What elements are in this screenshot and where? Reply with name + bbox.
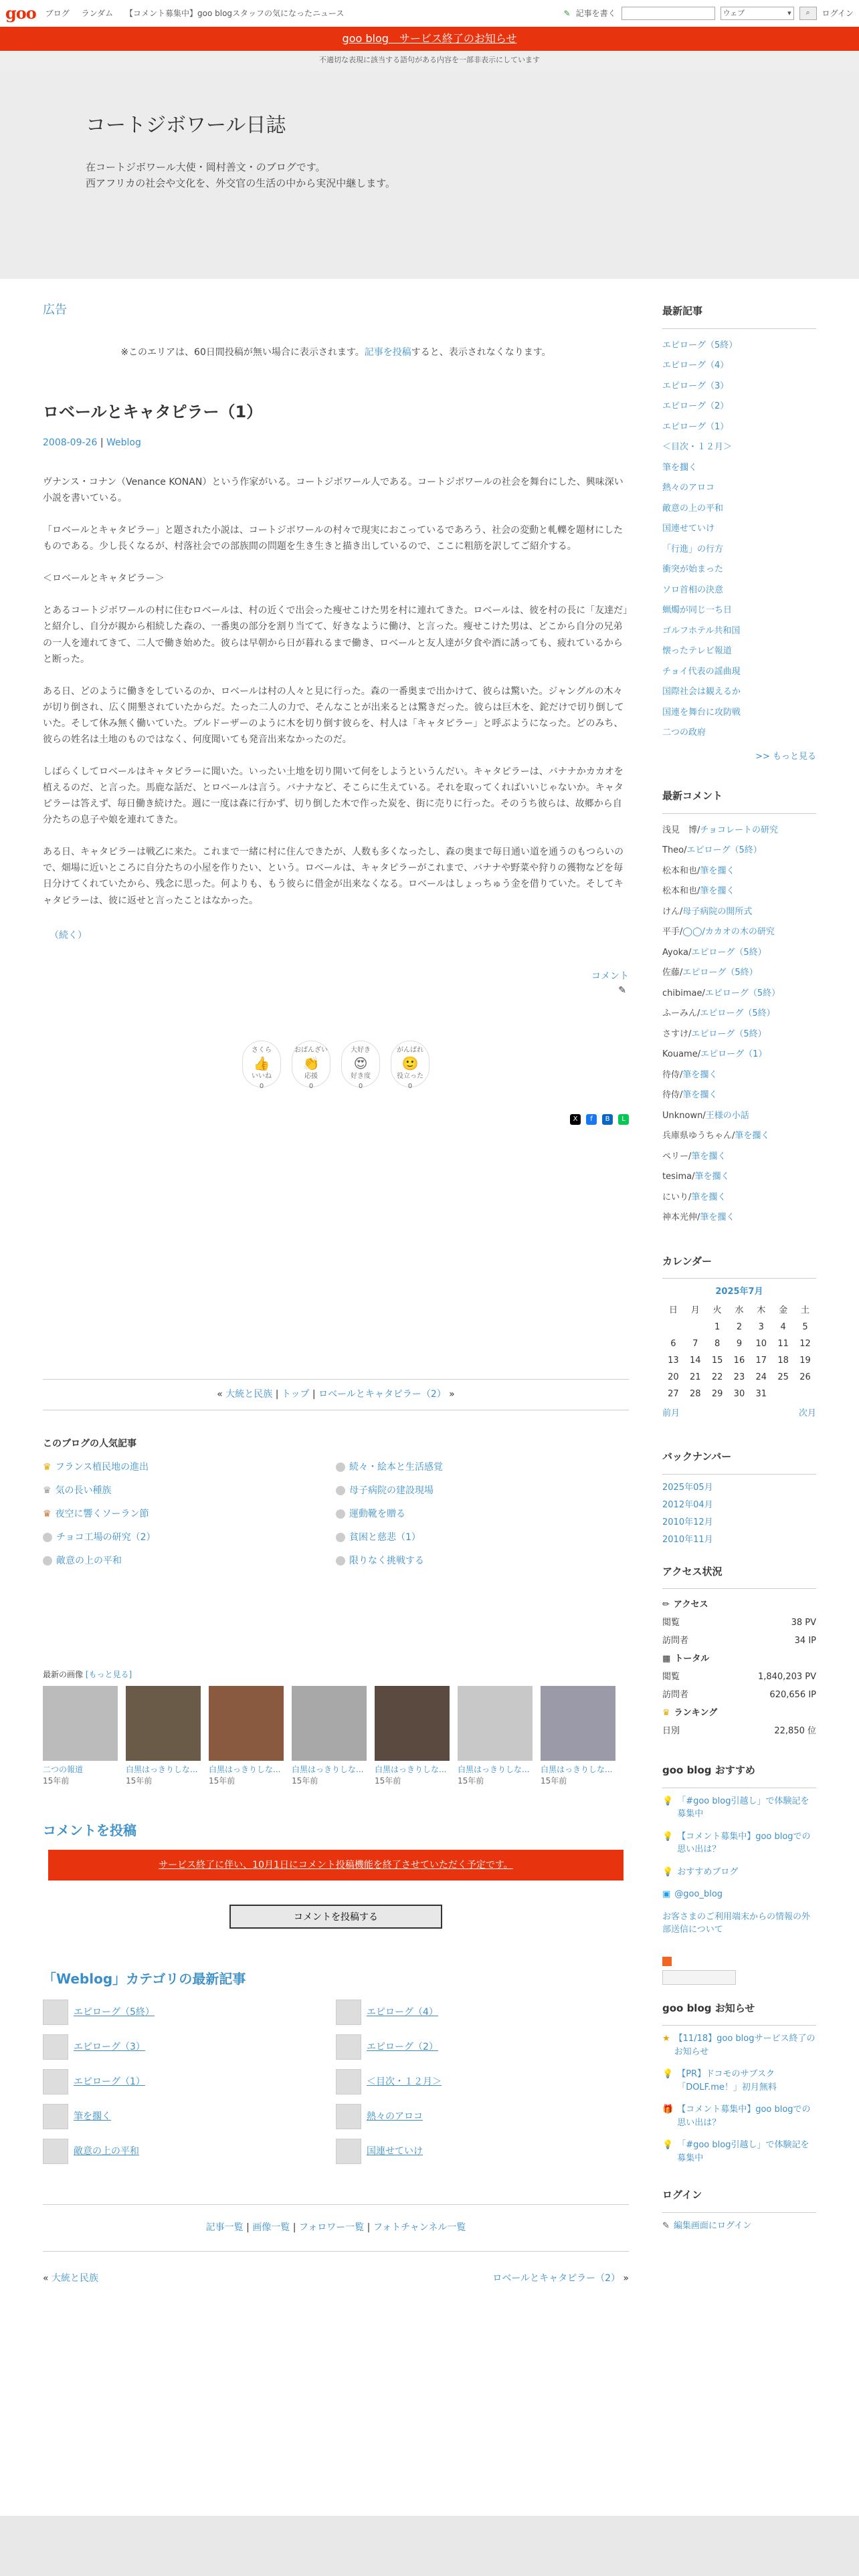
- category-item[interactable]: エピローグ（2）: [367, 2041, 438, 2052]
- post-date[interactable]: 2008-09-26: [43, 437, 98, 448]
- article-thumb-icon[interactable]: [43, 2104, 68, 2129]
- recent-item[interactable]: 敵意の上の平和: [662, 503, 724, 514]
- comment-item: Theo/エピローグ（5終）: [662, 845, 762, 855]
- latest-images: [43, 1669, 629, 1788]
- calendar: 2025年7月 日 月 火 水 木 金 土 1 2 3 4 5 6 7 8 9 10 11 12 13 14 15 16 17 18 19 20 21 22 23 24 25 26 27 28 29 30 31 前月 次月: [662, 1285, 816, 1420]
- recent-item[interactable]: チョイ代表の謡曲現: [662, 666, 741, 677]
- ad-heading: 広告: [43, 303, 67, 317]
- category-item[interactable]: ＜目次・１２月＞: [367, 2076, 442, 2087]
- image-thumb[interactable]: 白黒はっきりしな... 15年前: [541, 1686, 615, 1788]
- reaction-helpful-button[interactable]: がんばれ 🙂 役立った 0: [391, 1041, 430, 1087]
- gift-icon: 🎁: [662, 2105, 674, 2115]
- comments-heading: 最新コメント: [662, 779, 816, 814]
- image-thumb[interactable]: 二つの報道 15年前: [43, 1686, 118, 1788]
- image-thumb[interactable]: 白黒はっきりしな... 15年前: [126, 1686, 201, 1788]
- popular-item[interactable]: 気の長い種族: [55, 1485, 112, 1496]
- recent-item[interactable]: ＜目次・１２月＞: [662, 442, 733, 452]
- thumb-image[interactable]: [375, 1686, 450, 1761]
- recent-more-link[interactable]: >> もっと見る: [755, 751, 816, 762]
- prev-post-link[interactable]: 大統と民族: [225, 1388, 273, 1400]
- backnumber-item[interactable]: 2010年12月: [662, 1517, 713, 1527]
- comment-item: さすけ/エピローグ（5終）: [662, 1029, 767, 1039]
- search-input[interactable]: [622, 7, 715, 20]
- heart-eyes-icon: 😍: [353, 1055, 368, 1071]
- chart-icon: ▦: [662, 1653, 671, 1664]
- prev-article-link[interactable]: 大統と民族: [52, 2273, 99, 2284]
- thumb-image[interactable]: [458, 1686, 533, 1761]
- blog-desc-2: 西アフリカの社会や文化を、外交官の生活の中から実況中継します。: [86, 177, 396, 189]
- next-article-link[interactable]: ロベールとキャタピラー（2）: [492, 2273, 620, 2284]
- popular-item[interactable]: 続々・絵本と生活感覚: [349, 1461, 443, 1473]
- recent-item[interactable]: ゴルフホテル共和国: [662, 625, 741, 636]
- recommend-item[interactable]: おすすめブログ: [677, 1866, 739, 1877]
- clap-icon: 👏: [302, 1055, 320, 1071]
- edit-icon: ✎: [662, 2220, 670, 2231]
- comment-item: けん/母子病院の開所式: [662, 906, 753, 917]
- next-post-link[interactable]: ロベールとキャタピラー（2）: [318, 1388, 446, 1400]
- popular-item[interactable]: 母子病院の建設現場: [349, 1485, 434, 1496]
- pen-icon: ✎: [563, 9, 571, 18]
- comment-list: [662, 821, 816, 1228]
- rank-dot-icon: [336, 1509, 345, 1519]
- search-icon: ⌕: [805, 8, 810, 17]
- recent-list: [662, 336, 816, 744]
- news-list: [662, 2032, 816, 2165]
- comment-item: 待侍/筆を擱く: [662, 1069, 718, 1080]
- backnumber-item[interactable]: 2010年11月: [662, 1534, 713, 1545]
- bulb-icon: 💡: [662, 1796, 674, 1806]
- post-paragraph: ＜ロベールとキャタピラー＞: [43, 573, 165, 584]
- access-stats: ✏ アクセス 閲覧 38 PV 訪問者 34 IP ▦ トータル 閲覧 1,840,203 PV 訪問者 620,656 IP ♛ ランキング 日別 22,850 位: [662, 1599, 816, 1736]
- bulb-icon: 💡: [662, 1831, 674, 1842]
- image-thumb[interactable]: 白黒はっきりしな... 15年前: [209, 1686, 284, 1788]
- filter-notice: 不適切な表現に該当する語句がある内容を一部非表示にしています: [0, 51, 859, 70]
- article-thumb-icon[interactable]: [43, 2139, 68, 2164]
- popular-item[interactable]: 夜空に響くソーラン節: [55, 1508, 149, 1519]
- image-thumb[interactable]: 白黒はっきりしな... 15年前: [375, 1686, 450, 1788]
- category-item[interactable]: 敵意の上の平和: [74, 2145, 139, 2157]
- x-share-icon[interactable]: X: [570, 1114, 581, 1125]
- post-title: ロベールとキャタピラー（1）: [43, 403, 263, 421]
- post-body: [43, 474, 629, 943]
- comment-item: Kouame/エピローグ（1）: [662, 1049, 767, 1059]
- rank-dot-icon: [43, 1556, 52, 1566]
- recent-item[interactable]: エピローグ（1）: [662, 421, 729, 432]
- recent-item[interactable]: エピローグ（2）: [662, 401, 729, 411]
- recent-item[interactable]: 「行進」の行方: [662, 544, 724, 554]
- main-column: [43, 294, 629, 2286]
- category-heading: 「Weblog」カテゴリの最新記事: [43, 1971, 246, 1988]
- category-item[interactable]: エピローグ（4）: [367, 2006, 438, 2018]
- comment-item: 松本和也/筆を擱く: [662, 886, 735, 896]
- login-link[interactable]: ログイン: [822, 9, 854, 18]
- smile-icon: 🙂: [401, 1055, 419, 1071]
- article-list-link[interactable]: 記事一覧: [205, 2222, 244, 2234]
- bulb-icon: 💡: [662, 2140, 674, 2150]
- thumb-image[interactable]: [209, 1686, 284, 1761]
- post-paragraph: 「ロベールとキャタピラー」と題された小説は、コートジボワールの村々で現実におこっているであろう、社会の変動と軋轢を題材にしたものである。少し長くなるが、村落社会での部族間の問題を生き生きと描き出しているので、ここに粗筋を訳してご紹介する。: [43, 525, 624, 552]
- post-meta: 2008-09-26 | Weblog: [43, 437, 141, 448]
- popular-item[interactable]: チョコ工場の研究（2）: [56, 1531, 156, 1543]
- popular-articles: [43, 1437, 629, 1568]
- comment-item: 松本和也/筆を擱く: [662, 865, 735, 876]
- reaction-cheer-button[interactable]: おばんざい 👏 応援 0: [292, 1041, 330, 1087]
- rank-dot-icon: [336, 1463, 345, 1472]
- recent-item[interactable]: 熱々のアロコ: [662, 483, 715, 493]
- service-end-banner[interactable]: [0, 27, 859, 51]
- thumb-image[interactable]: [126, 1686, 201, 1761]
- sidebar: [662, 294, 816, 2242]
- category-item[interactable]: エピローグ（5終）: [74, 2006, 155, 2018]
- continued-link[interactable]: （続く）: [50, 930, 87, 941]
- reaction-like-button[interactable]: さくら 👍 いいね 0: [242, 1041, 281, 1087]
- crown-gold-icon: ♛: [43, 1461, 52, 1473]
- recent-item[interactable]: 国際社会は観えるか: [662, 687, 741, 697]
- more-images-link[interactable]: [もっと見る]: [85, 1669, 132, 1679]
- prev-next-nav: « 大統と民族 ロベールとキャタピラー（2） »: [43, 2273, 629, 2284]
- rss-icon[interactable]: [662, 1957, 672, 1966]
- popular-item[interactable]: 限りなく挑戦する: [349, 1555, 424, 1566]
- image-list-link[interactable]: 画像一覧: [252, 2222, 290, 2234]
- latest-images-label: 最新の画像: [43, 1669, 84, 1679]
- recent-item[interactable]: エピローグ（3）: [662, 381, 729, 391]
- backnumber-heading: バックナンバー: [662, 1440, 816, 1475]
- calendar-month[interactable]: 2025年7月: [715, 1287, 763, 1297]
- login-area: [662, 2220, 816, 2233]
- image-thumb[interactable]: 白黒はっきりしな... 15年前: [458, 1686, 533, 1788]
- comment-end-notice[interactable]: サービス終了に伴い、10月1日にコメント投稿機能を終了させていただく予定です。: [48, 1850, 624, 1881]
- thumb-image[interactable]: [43, 1686, 118, 1761]
- login-heading: ログイン: [662, 2178, 816, 2213]
- rank-dot-icon: [336, 1556, 345, 1566]
- thumbs-up-icon: 👍: [253, 1055, 270, 1071]
- top-link[interactable]: トップ: [281, 1388, 310, 1400]
- ad-note: ※このエリアは、60日間投稿が無い場合に表示されます。記事を投稿すると、表示されなくなります。: [120, 347, 551, 358]
- backnumber-item[interactable]: 2025年05月: [662, 1482, 713, 1493]
- article-thumb-icon[interactable]: [336, 2139, 361, 2164]
- calendar-heading: カレンダー: [662, 1245, 816, 1279]
- crown-bronze-icon: ♛: [43, 1508, 52, 1519]
- popular-heading: このブログの人気記事: [43, 1438, 136, 1449]
- rank-dot-icon: [43, 1533, 52, 1542]
- backnumber-item[interactable]: 2012年04月: [662, 1499, 713, 1510]
- photo-channel-link[interactable]: フォトチャンネル一覧: [373, 2222, 466, 2234]
- post-paragraph: ヴナンス・コナン（Venance KONAN）という作家がいる。コートジボワール人である。コートジボワールの社会を舞台にした、興味深い小説を書いている。: [43, 477, 624, 504]
- comment-item: 平手/◯◯/カカオの木の研究: [662, 927, 775, 937]
- news-item[interactable]: 「#goo blog引越し」で体験記を募集中: [677, 2140, 809, 2163]
- recent-item[interactable]: 筆を擱く: [662, 462, 698, 473]
- crown-icon: ♛: [662, 1707, 670, 1718]
- recent-item[interactable]: 二つの政府: [662, 728, 706, 738]
- top-right: [564, 7, 854, 20]
- star-icon: ★: [662, 2034, 670, 2044]
- crown-silver-icon: ♛: [43, 1485, 52, 1496]
- post-category[interactable]: Weblog: [106, 437, 141, 448]
- pencil-icon: ✏: [662, 1599, 670, 1610]
- article-thumb-icon[interactable]: [336, 2000, 361, 2025]
- recent-item[interactable]: エピローグ（5終）: [662, 340, 738, 350]
- reaction-buttons: [43, 1041, 629, 1090]
- twitter-icon: ▣: [662, 1889, 671, 1899]
- footer-links: 記事一覧 | 画像一覧 | フォロワー一覧 | フォトチャンネル一覧: [43, 2204, 629, 2252]
- category-item[interactable]: エピローグ（1）: [74, 2076, 145, 2087]
- follower-list-link[interactable]: フォロワー一覧: [298, 2222, 365, 2234]
- article-thumb-icon[interactable]: [336, 2069, 361, 2095]
- recent-item[interactable]: エピローグ（4）: [662, 360, 729, 370]
- news-item[interactable]: 【コメント募集中】goo blogでの思い出は？: [677, 2105, 811, 2128]
- bookmark-share-icon[interactable]: B: [602, 1114, 613, 1125]
- post-comment-button[interactable]: コメントを投稿する: [229, 1905, 442, 1929]
- post-navigation: « 大統と民族 | トップ | ロベールとキャタピラー（2） »: [43, 1379, 629, 1410]
- blog-title[interactable]: コートジボワール日誌: [86, 113, 286, 137]
- recent-heading: 最新記事: [662, 294, 816, 329]
- popular-item[interactable]: 貧困と慈悲（1）: [349, 1531, 421, 1543]
- popular-item[interactable]: フランス植民地の進出: [55, 1461, 149, 1473]
- comment-item: 待侍/筆を擱く: [662, 1090, 718, 1100]
- article-thumb-icon[interactable]: [43, 2069, 68, 2095]
- write-post-link[interactable]: 記事を書く: [575, 9, 616, 18]
- calendar-next-month[interactable]: 次月: [798, 1408, 816, 1418]
- rank-dot-icon: [336, 1486, 345, 1495]
- rss-area: [662, 1957, 816, 1985]
- goo-blog-badge[interactable]: [662, 1970, 736, 1985]
- comment-item: 神本光伸/筆を擱く: [662, 1212, 735, 1222]
- thumb-image[interactable]: [292, 1686, 367, 1761]
- bulb-icon: 💡: [662, 2069, 674, 2079]
- category-item[interactable]: エピローグ（3）: [74, 2041, 145, 2052]
- recommend-item[interactable]: 「#goo blog引越し」で体験記を募集中: [677, 1796, 809, 1819]
- recent-item[interactable]: 国連せていけ: [662, 524, 715, 534]
- service-end-link[interactable]: goo blog サービス終了のお知らせ: [342, 32, 517, 45]
- comment-item: chibimae/エピローグ（5終）: [662, 988, 781, 998]
- reaction-love-button[interactable]: 大好き 😍 好き度 0: [341, 1041, 380, 1087]
- article-thumb-icon[interactable]: [43, 2034, 68, 2060]
- category-latest: [43, 1969, 629, 2164]
- share-buttons: [43, 1114, 629, 1125]
- rank-dot-icon: [336, 1533, 345, 1542]
- edit-login-link[interactable]: 編集画面にログイン: [673, 2220, 752, 2231]
- post-paragraph: ある日、どのように働きをしているのか、ロベールは村の人々と見に行った。森の一番奥まで出かけて、彼らは驚いた。ジャングルの木々が切り倒され、広く開墾されていたからだ。たった二人の力で、そんなことが出来るとは驚きだった。彼らは巨木を、鉈だけで切り倒していた。そして休み無く働いていた。ブルドーザーのように木を切り倒す彼らを、村人は「キャタピラー」と呼ぶようになった。どのみち、彼らの姓名は土地のものではなく、何度聞いても発音出来なかったのだ。: [43, 685, 624, 745]
- search-scope-select[interactable]: ウェブ ▾: [721, 7, 794, 20]
- recent-item[interactable]: 蝋燭が同じ一ち日: [662, 605, 733, 615]
- comment-item: Ayoka/エピローグ（5終）: [662, 947, 767, 958]
- category-item[interactable]: 筆を擱く: [74, 2111, 111, 2122]
- comment-item: tesima/筆を擱く: [662, 1172, 730, 1182]
- thumb-image[interactable]: [541, 1686, 615, 1761]
- post-paragraph: ある日、キャタピラーは戦乙に来た。これまで一緒に村に住んできたが、人数も多くなったし、森の奥まで毎日通い道を通うのもつらいので、畑場に近いところに自分たちの小屋を作りたい、という。ロベールは、キャタピラーがこれまで、バナナや野菜や狩りの獲物などを毎日分けてくれていたから、残念に思った。何よりも、もう彼らに借金が出来なくなる。ロベールはしょっちゅう金を借りていた。そしてキャタピラーは、彼に返せと言ったことはなかった。: [43, 847, 624, 906]
- popular-item[interactable]: 運動靴を贈る: [349, 1508, 405, 1519]
- recommend-list: [662, 1795, 816, 1937]
- line-share-icon[interactable]: L: [618, 1114, 629, 1125]
- news-item[interactable]: 【11/18】goo blogサービス終了のお知らせ: [674, 2034, 816, 2057]
- page-footer: [0, 2516, 859, 2576]
- comment-link[interactable]: コメント: [591, 970, 629, 982]
- blog-desc-1: 在コートジボワール大使・岡村善文・のブログです。: [86, 160, 326, 173]
- search-button[interactable]: [799, 7, 817, 20]
- news-heading: goo blog お知らせ: [662, 1992, 816, 2026]
- news-item[interactable]: 【PR】ドコモのサブスク「DOLF.me！」初月無料: [677, 2069, 777, 2092]
- access-heading: アクセス状況: [662, 1555, 816, 1590]
- image-thumb[interactable]: 白黒はっきりしな... 15年前: [292, 1686, 367, 1788]
- recommend-item[interactable]: 【コメント募集中】goo blogでの思い出は？: [677, 1831, 811, 1854]
- twitter-link[interactable]: @goo_blog: [674, 1889, 723, 1899]
- goo-logo[interactable]: goo: [5, 3, 36, 23]
- comment-item: 兵庫県ゆうちゃん/筆を擱く: [662, 1131, 770, 1141]
- calendar-prev-month[interactable]: 前月: [662, 1408, 680, 1418]
- comment-heading: コメントを投稿: [43, 1822, 136, 1839]
- comment-section: [43, 1820, 629, 1929]
- facebook-share-icon[interactable]: f: [586, 1114, 597, 1125]
- bulb-icon: 💡: [662, 1866, 674, 1877]
- comment-item: にいり/筆を擱く: [662, 1192, 727, 1202]
- comment-item: Unknown/王様の小話: [662, 1110, 749, 1121]
- nav-blog[interactable]: ブログ: [45, 9, 70, 18]
- category-item[interactable]: 熱々のアロコ: [367, 2111, 423, 2122]
- comment-item: ペリー/筆を擱く: [662, 1151, 727, 1162]
- nav-random[interactable]: ランダム: [81, 9, 114, 18]
- blog-header: [0, 70, 859, 279]
- comment-item: ふーみん/エピローグ（5終）: [662, 1008, 775, 1018]
- backnumber-list: [662, 1481, 816, 1545]
- edit-pen-icon[interactable]: ✎: [618, 984, 626, 996]
- category-item[interactable]: 国連せていけ: [367, 2145, 423, 2157]
- recent-item[interactable]: 衝突が始まった: [662, 564, 724, 574]
- article-thumb-icon[interactable]: [336, 2104, 361, 2129]
- recent-item[interactable]: 国連を舞台に攻防戦: [662, 707, 741, 718]
- external-info-link[interactable]: お客さまのご利用端末からの情報の外部送信について: [662, 1911, 811, 1935]
- popular-item[interactable]: 敵意の上の平和: [56, 1555, 122, 1566]
- top-bar: [0, 0, 859, 27]
- recent-item[interactable]: ソロ首相の決意: [662, 584, 724, 595]
- post-article-link[interactable]: 記事を投稿: [364, 347, 411, 358]
- chevron-down-icon: ▾: [787, 8, 791, 17]
- post-paragraph: とあるコートジボワールの村に住むロベールは、村の近くで出会った痩せこけた男を村に連れてきた。ロベールは、彼を村の長に「友達だ」と紹介し、自分が親から相続した森の、一番奥の部分を割り当てて、好きなように働け、と言った。痩せこけた男は、どこから自分の兄弟の一人を連れてきて、二人で働き始めた。彼らは早朝から日が暮れるまで働き、ロベールと友人達が夕食や酒に誘っても、疲れているからと断った。: [43, 605, 628, 665]
- article-thumb-icon[interactable]: [43, 2000, 68, 2025]
- post-paragraph: しばらくしてロベールはキャタピラーに聞いた。いったい土地を切り開いて何をしようというんだい。キャタピラーは、バナナかカカオを植えるのだ、と言った。馬鹿な話だ、とロベールは言う。バナナなど、そこらに生えている。それを取ってくればいいじゃないか。キャタピラーは答えず、毎日働き続けた。週に一度は森に行かず、切り倒した木で作った炭を、街に売りに行った。そのうち彼らは、故郷から自分たちの息子や娘を連れてきた。: [43, 766, 624, 826]
- recent-item[interactable]: 懐ったテレビ報道: [662, 646, 732, 656]
- comment-item: 浅見 博/チョコレートの研究: [662, 825, 779, 835]
- recommend-heading: goo blog おすすめ: [662, 1753, 816, 1788]
- article-thumb-icon[interactable]: [336, 2034, 361, 2060]
- comment-item: 佐藤/エピローグ（5終）: [662, 968, 758, 978]
- nav-news[interactable]: 【コメント募集中】goo blogスタッフの気になったニュース: [125, 9, 345, 18]
- top-nav: [45, 7, 354, 19]
